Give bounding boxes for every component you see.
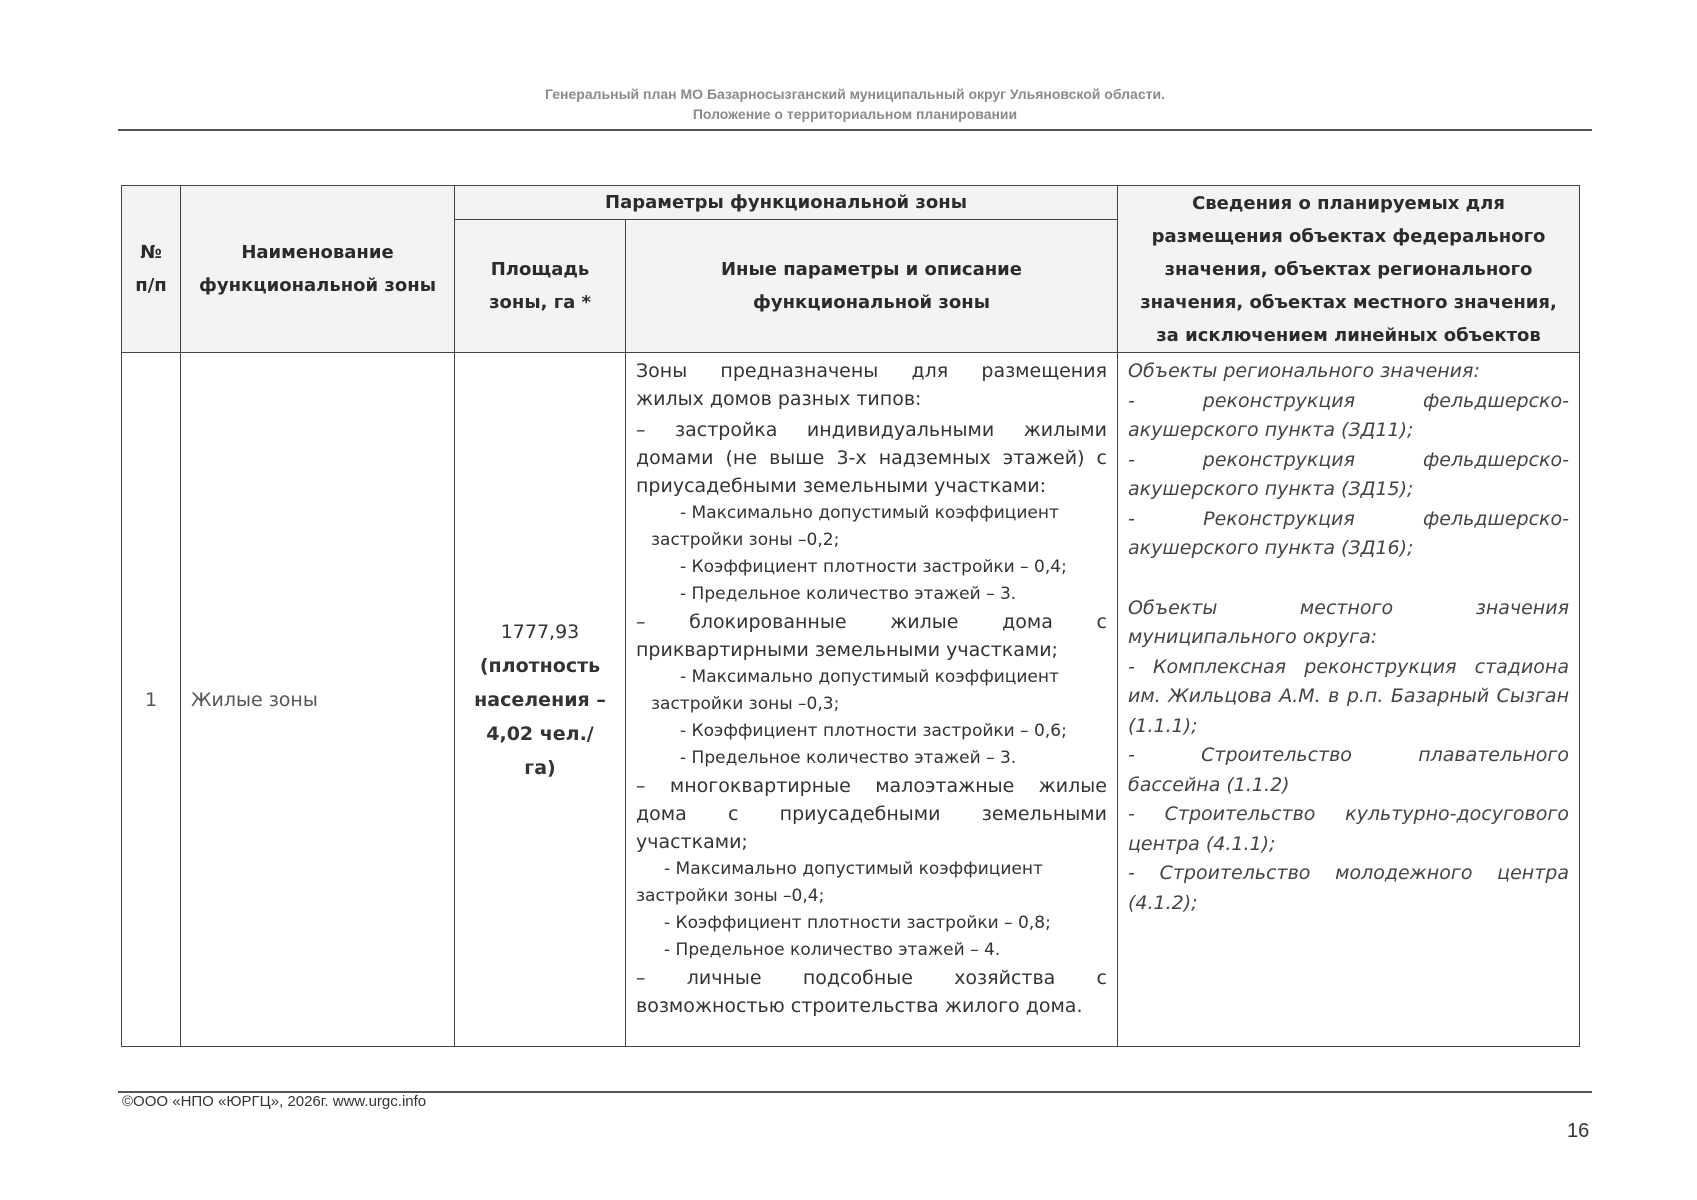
info-line: - Реконструкция фельдшерско- (1128, 507, 1569, 530)
desc-line: – многоквартирные малоэтажные жилые (636, 775, 1107, 797)
info-line: (4.1.2); (1128, 891, 1198, 914)
area-value: 1777,93 (500, 620, 580, 643)
info-line: им. Жильцова А.М. в р.п. Базарный Сызган (1128, 685, 1569, 707)
desc-param: - Максимально допустимый коэффициент (680, 503, 1059, 523)
info-line: Объекты местного значения (1128, 596, 1569, 619)
desc-line: приусадебными земельными участками: (636, 475, 1046, 497)
header-num: № п/п (122, 186, 181, 353)
header-planned-objects: Сведения о планируемых для размещения объектах федерального значения, объектах регионального значения, объектах местного значения, за исключением линейных объектов (1118, 186, 1580, 353)
header-zone-name: Наименование функциональной зоны (181, 186, 455, 353)
zone-area (455, 353, 626, 1047)
desc-line: приквартирными земельными участками; (636, 639, 1058, 661)
header-other-params: Иные параметры и описание функциональной зоны (626, 220, 1118, 353)
desc-param: застройки зоны –0,2; (651, 530, 840, 550)
table-row (122, 353, 1580, 1047)
population-density: (плотность населения – 4,02 чел./га) (474, 654, 606, 779)
zone-name: Жилые зоны (181, 353, 455, 1047)
info-line: - реконструкция фельдшерско- (1128, 448, 1569, 471)
header-zone-params: Параметры функциональной зоны (455, 186, 1118, 220)
info-line: - реконструкция фельдшерско- (1128, 389, 1569, 412)
info-line: муниципального округа: (1128, 626, 1378, 648)
header-rule (118, 129, 1592, 131)
info-line: бассейна (1.1.2) (1128, 773, 1290, 796)
info-spacer (1128, 564, 1569, 594)
document-header (120, 84, 1590, 124)
desc-line: жилых домов разных типов: (636, 388, 922, 410)
desc-param: - Коэффициент плотности застройки – 0,8; (664, 913, 1051, 933)
desc-line: участками; (636, 831, 748, 853)
desc-param: - Максимально допустимый коэффициент (680, 667, 1059, 687)
header-subtitle: Положение о территориальном планировании (692, 106, 1018, 122)
info-line: - Строительство плавательного (1128, 744, 1569, 766)
footer-copyright: ©ООО «НПО «ЮРГЦ», 2026г. www.urgc.info (122, 1093, 427, 1110)
desc-param: застройки зоны –0,4; (636, 886, 825, 906)
desc-param: - Коэффициент плотности застройки – 0,4; (680, 557, 1067, 577)
row-number: 1 (122, 353, 181, 1047)
page-number: 16 (1567, 1120, 1590, 1142)
desc-param: - Коэффициент плотности застройки – 0,6; (680, 721, 1067, 741)
info-line: акушерского пункта (ЗД16); (1128, 537, 1414, 559)
desc-line: возможностью строительства жилого дома. (636, 995, 1083, 1017)
desc-line: Зоны предназначены для размещения (636, 360, 1107, 382)
info-line: - Комплексная реконструкция стадиона (1128, 655, 1569, 678)
header-title: Генеральный план МО Базарносызганский муниципальный округ Ульяновской области. (545, 86, 1165, 102)
desc-line: – застройка индивидуальными жилыми (636, 419, 1107, 441)
info-line: акушерского пункта (ЗД11); (1128, 419, 1414, 441)
desc-param: - Предельное количество этажей – 3. (680, 584, 1017, 604)
info-line: - Строительство молодежного центра (1128, 862, 1569, 884)
desc-line: – блокированные жилые дома с (636, 611, 1107, 633)
info-line: (1.1.1); (1128, 714, 1198, 737)
desc-param: застройки зоны –0,3; (651, 694, 840, 714)
desc-line: – личные подсобные хозяйства с (636, 967, 1107, 989)
zone-description (626, 353, 1118, 1047)
planned-objects (1118, 353, 1580, 1047)
functional-zones-table (121, 185, 1580, 1047)
info-line: акушерского пункта (ЗД15); (1128, 478, 1414, 500)
desc-line: домами (не выше 3-х надземных этажей) с (636, 447, 1107, 469)
desc-param: - Предельное количество этажей – 3. (680, 748, 1017, 768)
info-line: - Строительство культурно-досугового (1128, 803, 1569, 825)
desc-param: - Предельное количество этажей – 4. (664, 940, 1001, 960)
desc-line: дома с приусадебными земельными (636, 803, 1107, 825)
info-line: центра (4.1.1); (1128, 832, 1276, 855)
info-line: Объекты регионального значения: (1128, 360, 1480, 382)
header-area: Площадь зоны, га * (455, 220, 626, 353)
desc-param: - Максимально допустимый коэффициент (664, 859, 1043, 879)
